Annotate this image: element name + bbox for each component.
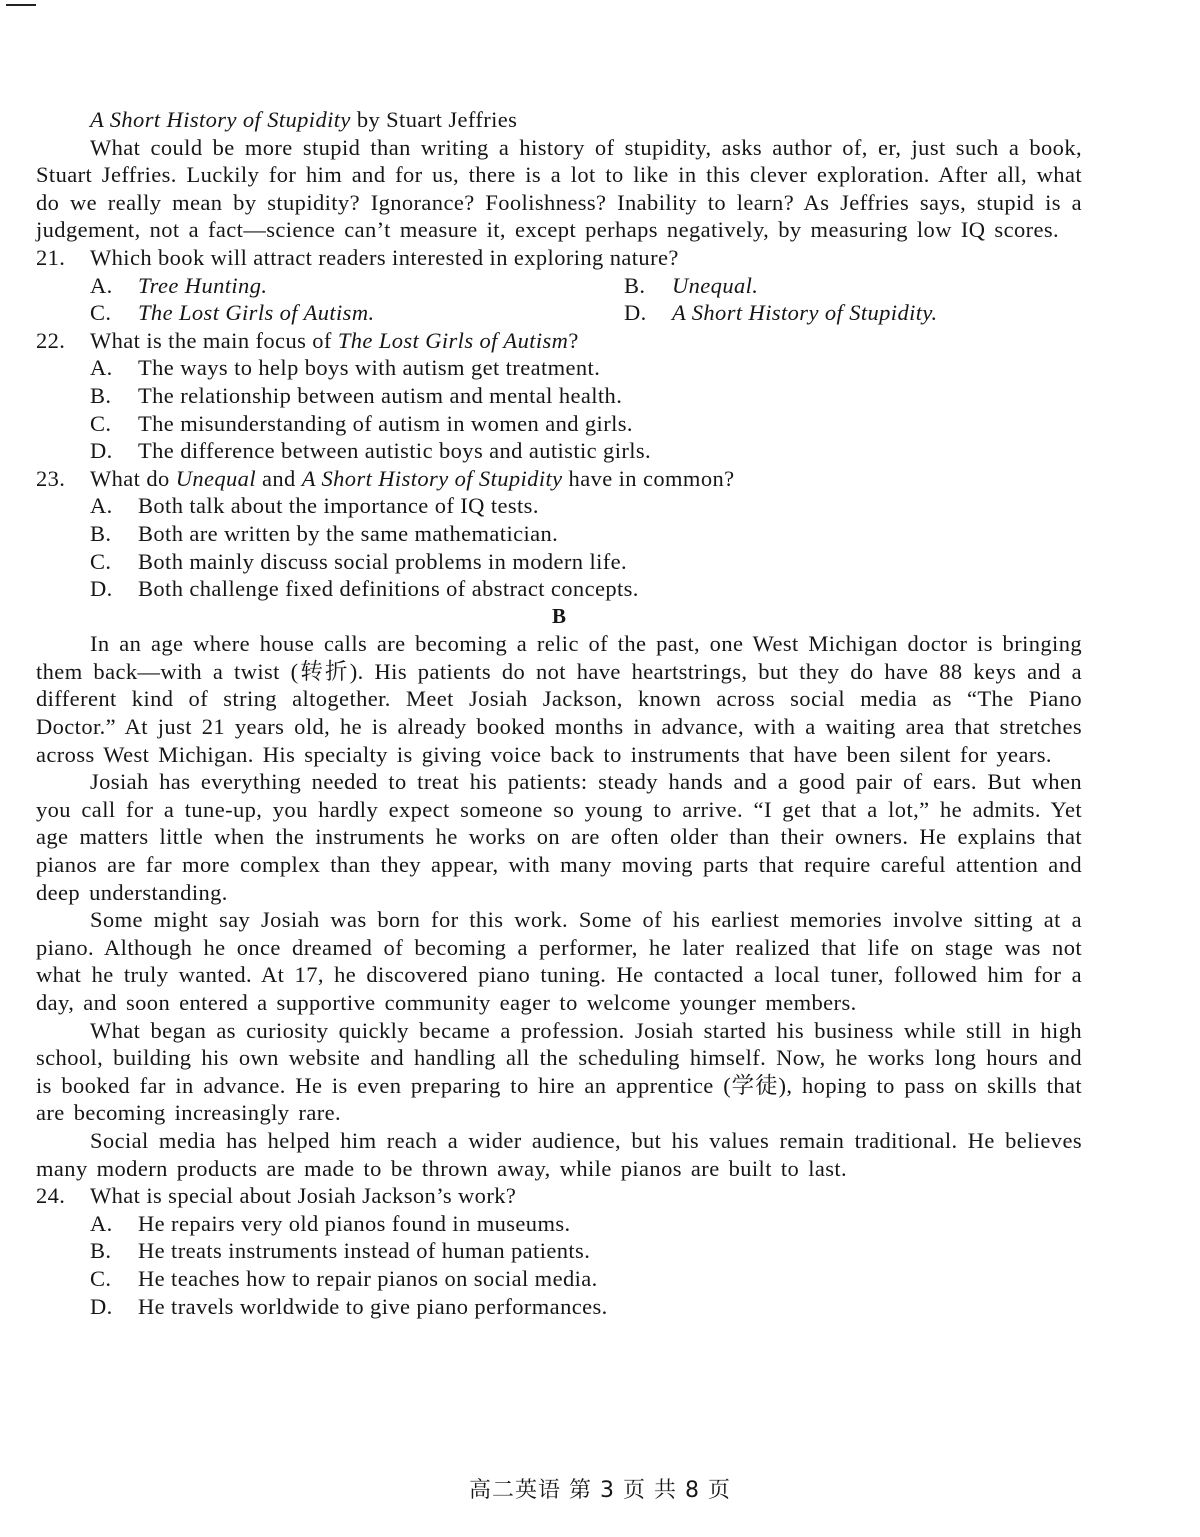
- question-stem: [90, 327, 579, 355]
- option-d: [624, 299, 1082, 327]
- option-letter: A.: [90, 493, 113, 519]
- option-letter: D.: [90, 576, 113, 602]
- question-number: 24.: [36, 1183, 66, 1209]
- option-letter: A.: [90, 1210, 113, 1236]
- question-21-options: [36, 272, 1082, 327]
- section-b-heading: B: [551, 603, 566, 628]
- option-letter: D.: [90, 1293, 113, 1319]
- option-text: A Short History of Stupidity: [672, 300, 932, 326]
- option-b: [90, 382, 1082, 410]
- stem-book-title: The Lost Girls of Autism: [337, 327, 569, 353]
- page-content: [36, 106, 1082, 1320]
- question-22-options: [36, 354, 1082, 464]
- option-letter: A.: [90, 355, 113, 381]
- option-letter: B.: [90, 1238, 112, 1264]
- option-text: He treats instruments instead of human patients.: [138, 1238, 591, 1264]
- option-text: The ways to help boys with autism get treatment.: [138, 355, 601, 381]
- book-description: What could be more stupid than writing a history of stupidity, asks author of, er, just such a book, Stuart Jeffries. Luckily for him and for us, there is a lot to like in this clever exploration. After all, what do we really mean by stupidity? Ignorance? Foolishness? Inability to learn? As Jeffries says, stupid is a judgement, not a fact—science can’t measure it, except perhaps negatively, by measuring low IQ scores.: [36, 134, 1082, 243]
- option-letter: B.: [90, 382, 112, 408]
- option-letter: C.: [90, 410, 112, 436]
- option-text: Both talk about the importance of IQ tests.: [138, 493, 539, 519]
- question-22: [36, 327, 1082, 355]
- option-text: He repairs very old pianos found in museums.: [138, 1210, 571, 1236]
- option-text: He teaches how to repair pianos on social media.: [138, 1265, 598, 1291]
- option-b: [90, 1237, 1082, 1265]
- option-text: Unequal: [672, 272, 753, 298]
- option-text: Both mainly discuss social problems in modern life.: [138, 548, 628, 574]
- option-text: Both challenge fixed definitions of abstract concepts.: [138, 576, 639, 602]
- option-c: [90, 548, 1082, 576]
- option-text: Tree Hunting: [138, 272, 262, 298]
- option-a: [90, 492, 1082, 520]
- option-period: .: [752, 272, 759, 298]
- stem-text: and: [255, 465, 302, 491]
- option-letter: A.: [90, 272, 113, 298]
- question-stem: What is special about Josiah Jackson’s work?: [90, 1183, 517, 1209]
- passage-paragraph: What began as curiosity quickly became a profession. Josiah started his business while still in high school, building his own website and handling all the scheduling himself. Now, he works long hours and is booked far in advance. He is even preparing to hire an apprentice (学徒), hoping to pass on skills that are becoming increasingly rare.: [36, 1017, 1082, 1126]
- corner-mark: [6, 4, 36, 6]
- question-stem: Which book will attract readers interested in exploring nature?: [90, 244, 679, 270]
- option-c: [90, 410, 1082, 438]
- question-21: [36, 244, 1082, 272]
- option-letter: B.: [90, 520, 112, 546]
- option-text: The Lost Girls of Autism: [138, 300, 369, 326]
- stem-book-title: A Short History of Stupidity: [301, 465, 563, 491]
- option-letter: B.: [624, 272, 646, 298]
- book-title: A Short History of Stupidity: [90, 107, 351, 132]
- question-23: [36, 465, 1082, 493]
- option-text: The difference between autistic boys and autistic girls.: [138, 438, 652, 464]
- option-a: [90, 1210, 1082, 1238]
- stem-book-title: Unequal: [175, 465, 256, 491]
- option-letter: C.: [90, 548, 112, 574]
- question-number: 23.: [36, 465, 66, 491]
- stem-text: What do: [90, 465, 176, 491]
- passage-paragraph: Some might say Josiah was born for this work. Some of his earliest memories involve sitting at a piano. Although he once dreamed of becoming a performer, he later realized that life on stage was not what he truly wanted. At 17, he discovered piano tuning. He contacted a local tuner, followed him for a day, and soon entered a supportive community eager to welcome younger members.: [36, 907, 1082, 1015]
- option-period: .: [368, 300, 375, 326]
- option-period: .: [261, 272, 268, 298]
- question-number: 22.: [36, 327, 66, 353]
- question-23-options: [36, 492, 1082, 602]
- page-footer: 高二英语 第 3 页 共 8 页: [469, 1478, 731, 1503]
- option-text: The misunderstanding of autism in women and girls.: [138, 410, 633, 436]
- passage-paragraph: In an age where house calls are becoming a relic of the past, one West Michigan doctor is bringing them back—with a twist (转折). His patients do not have heartstrings, but they do have 88 keys and a different kind of string altogether. Meet Josiah Jackson, known across social media as “The Piano Doctor.” At just 21 years old, he is already booked months in advance, with a waiting area that stretches across West Michigan. His specialty is giving voice back to instruments that have been silent for years.: [36, 631, 1082, 767]
- option-d: [90, 1293, 1082, 1321]
- option-d: [90, 575, 1082, 603]
- option-b: [624, 272, 1082, 300]
- option-letter: C.: [90, 300, 112, 326]
- option-a: [90, 272, 624, 300]
- option-letter: D.: [624, 300, 647, 326]
- option-a: [90, 354, 1082, 382]
- passage-paragraph: Social media has helped him reach a wider audience, but his values remain traditional. He believes many modern products are made to be thrown away, while pianos are built to last.: [36, 1127, 1082, 1181]
- option-text: He travels worldwide to give piano performances.: [138, 1293, 608, 1319]
- passage-paragraph: Josiah has everything needed to treat his patients: steady hands and a good pair of ears. But when you call for a tune-up, you hardly expect someone so young to arrive. “I get that a lot,” he admits. Yet age matters little when the instruments he works on are often older than their owners. He explains that pianos are far more complex than they appear, with many moving parts that require careful attention and deep understanding.: [36, 769, 1082, 905]
- option-period: .: [931, 300, 938, 326]
- option-b: [90, 520, 1082, 548]
- option-letter: D.: [90, 438, 113, 464]
- option-c: [90, 299, 624, 327]
- book-byline: by Stuart Jeffries: [350, 107, 518, 132]
- option-text: Both are written by the same mathematician.: [138, 520, 559, 546]
- question-stem: [90, 465, 735, 493]
- stem-text: have in common?: [562, 465, 735, 491]
- question-24: [36, 1182, 1082, 1210]
- question-24-options: [36, 1210, 1082, 1320]
- stem-text: What is the main focus of: [90, 327, 338, 353]
- option-text: The relationship between autism and mental health.: [138, 382, 623, 408]
- book-heading: [36, 106, 1082, 134]
- option-c: [90, 1265, 1082, 1293]
- question-number: 21.: [36, 244, 66, 270]
- option-letter: C.: [90, 1265, 112, 1291]
- stem-text: ?: [568, 327, 579, 353]
- option-d: [90, 437, 1082, 465]
